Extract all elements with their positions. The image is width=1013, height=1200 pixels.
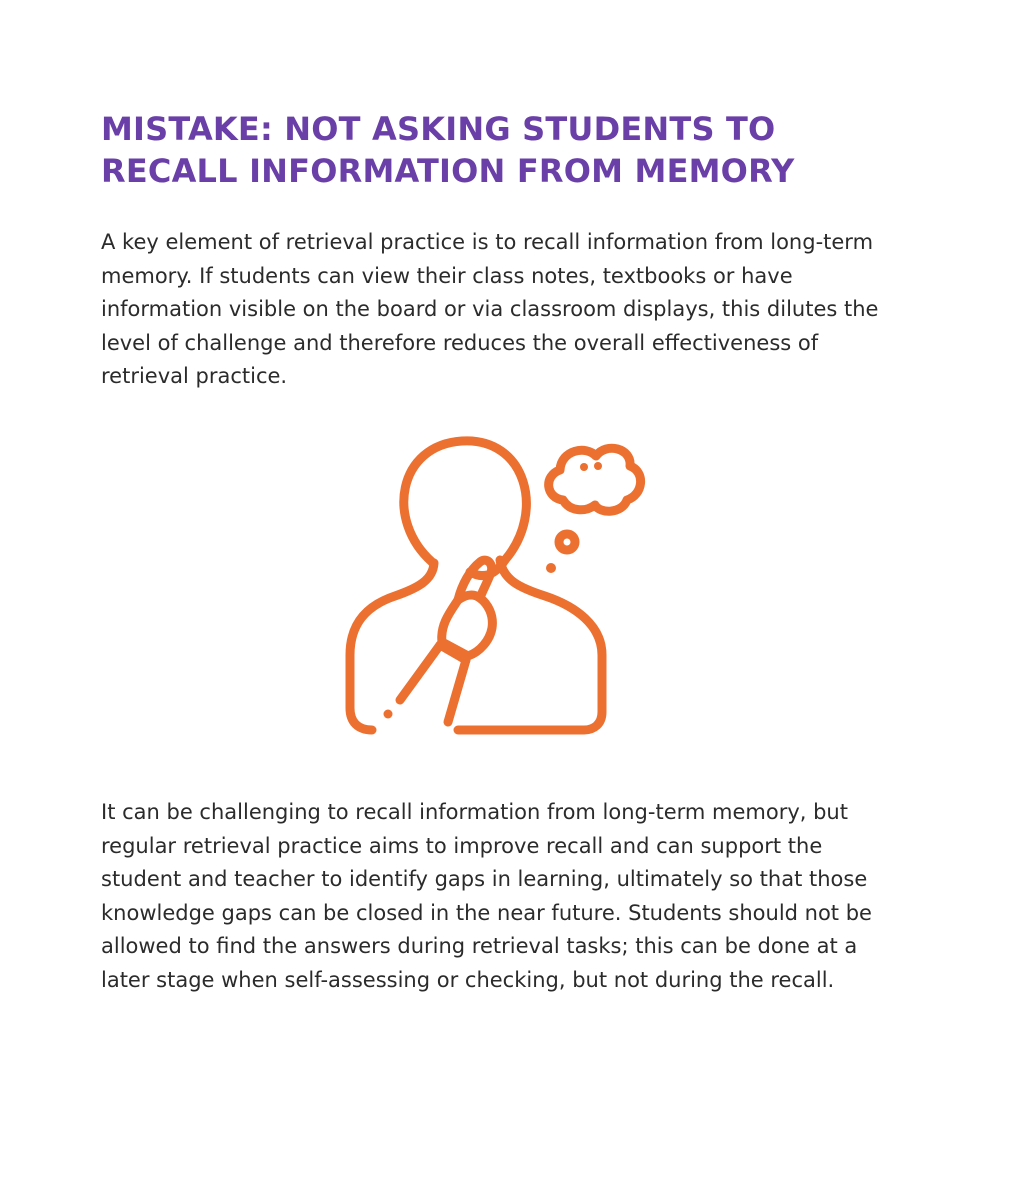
thought-circle-medium bbox=[559, 534, 575, 550]
head-outline bbox=[404, 441, 527, 562]
thinking-person-icon bbox=[340, 430, 650, 735]
forearm bbox=[400, 645, 440, 700]
cloud-dot-1 bbox=[580, 463, 588, 471]
page-heading: MISTAKE: NOT ASKING STUDENTS TO RECALL INFORMATION FROM MEMORY bbox=[101, 110, 795, 190]
illustration bbox=[340, 430, 650, 735]
body-left bbox=[350, 563, 434, 730]
thought-dot-small bbox=[546, 563, 556, 573]
cloud-dot-2 bbox=[594, 462, 602, 470]
thought-cloud bbox=[549, 448, 641, 511]
closing-paragraph: It can be challenging to recall information from long-term memory, but regular retrieval practice aims to improve recall and can support the student and teacher to identify gaps in learning, ultimately so that those knowledge gaps can be closed in the near future. Students should not be allowed to find the answers during retrieval tasks; this can be done at a later stage when self-assessing or checking, but not during the recall. bbox=[101, 800, 872, 992]
forearm-right bbox=[448, 660, 466, 722]
intro-paragraph: A key element of retrieval practice is to recall information from long-term memory. If students can view their class notes, textbooks or have information visible on the board or via classroom displays, this dilutes the level of challenge and therefore reduces the overall effectiveness of retrieval practice. bbox=[101, 230, 879, 389]
forearm-end-dot bbox=[384, 710, 393, 719]
